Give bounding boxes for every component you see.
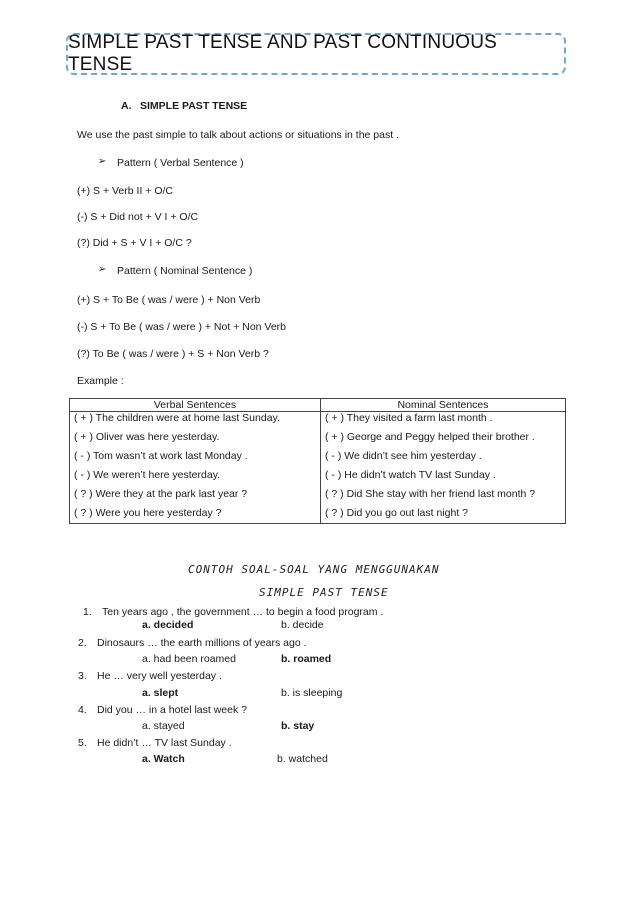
table-cell: ( + ) George and Peggy helped their brother . bbox=[321, 428, 566, 447]
arrow-bullet-icon: ➢ bbox=[98, 156, 107, 167]
table-cell: ( + ) They visited a farm last month . bbox=[321, 412, 566, 429]
section-letter: A. bbox=[121, 100, 132, 112]
table-cell: ( - ) We weren’t here yesterday. bbox=[70, 466, 321, 485]
nominal-pattern-label: Pattern ( Nominal Sentence ) bbox=[117, 265, 253, 277]
verbal-pattern-negative: (-) S + Did not + V I + O/C bbox=[77, 211, 199, 223]
option-a: a. stayed bbox=[142, 720, 185, 732]
option-b: b. decide bbox=[281, 619, 324, 631]
exercise-heading: CONTOH SOAL-SOAL YANG MENGGUNAKAN bbox=[188, 563, 440, 576]
question-text: Dinosaurs … the earth millions of years ago . bbox=[97, 637, 307, 649]
table-cell: ( - ) Tom wasn’t at work last Monday . bbox=[70, 447, 321, 466]
question-text: He … very well yesterday . bbox=[97, 670, 222, 682]
table-cell: ( ? ) Were you here yesterday ? bbox=[70, 504, 321, 524]
verbal-pattern-label: Pattern ( Verbal Sentence ) bbox=[117, 157, 244, 169]
table-row bbox=[70, 428, 566, 447]
section-heading: SIMPLE PAST TENSE bbox=[140, 100, 248, 112]
option-a: a. decided bbox=[142, 619, 194, 631]
table-row bbox=[70, 504, 566, 524]
table-cell: ( ? ) Did you go out last night ? bbox=[321, 504, 566, 524]
table-cell: ( - ) We didn’t see him yesterday . bbox=[321, 447, 566, 466]
question-text: He didn’t … TV last Sunday . bbox=[97, 737, 232, 749]
example-label: Example : bbox=[77, 375, 124, 387]
option-a: a. slept bbox=[142, 687, 179, 699]
question-text: Did you … in a hotel last week ? bbox=[97, 704, 247, 716]
nominal-pattern-positive: (+) S + To Be ( was / were ) + Non Verb bbox=[77, 294, 261, 306]
table-row bbox=[70, 412, 566, 429]
question-number: 5. bbox=[78, 737, 87, 749]
nominal-pattern-question: (?) To Be ( was / were ) + S + Non Verb ? bbox=[77, 348, 269, 360]
table-row bbox=[70, 485, 566, 504]
option-a: a. Watch bbox=[142, 753, 185, 765]
examples-table bbox=[69, 398, 566, 524]
table-header-nominal: Nominal Sentences bbox=[321, 399, 566, 412]
table-header-verbal: Verbal Sentences bbox=[70, 399, 321, 412]
table-row bbox=[70, 447, 566, 466]
page-title: SIMPLE PAST TENSE AND PAST CONTINUOUS TENSE bbox=[66, 33, 566, 75]
intro-text: We use the past simple to talk about actions or situations in the past . bbox=[77, 129, 399, 141]
option-b: b. stay bbox=[281, 720, 315, 732]
question-number: 4. bbox=[78, 704, 87, 716]
verbal-pattern-question: (?) Did + S + V I + O/C ? bbox=[77, 237, 192, 249]
table-cell: ( - ) He didn’t watch TV last Sunday . bbox=[321, 466, 566, 485]
table-cell: ( + ) Oliver was here yesterday. bbox=[70, 428, 321, 447]
option-b: b. roamed bbox=[281, 653, 332, 665]
table-cell: ( ? ) Did She stay with her friend last month ? bbox=[321, 485, 566, 504]
question-number: 2. bbox=[78, 637, 87, 649]
option-b: b. is sleeping bbox=[281, 687, 343, 699]
nominal-pattern-negative: (-) S + To Be ( was / were ) + Not + Non Verb bbox=[77, 321, 287, 333]
option-a: a. had been roamed bbox=[142, 653, 236, 665]
table-header-row bbox=[70, 399, 566, 412]
question-number: 1. bbox=[83, 606, 92, 618]
table-cell: ( ? ) Were they at the park last year ? bbox=[70, 485, 321, 504]
table-cell: ( + ) The children were at home last Sunday. bbox=[70, 412, 321, 429]
question-number: 3. bbox=[78, 670, 87, 682]
verbal-pattern-positive: (+) S + Verb II + O/C bbox=[77, 185, 173, 197]
exercise-subheading: SIMPLE PAST TENSE bbox=[259, 586, 389, 599]
option-b: b. watched bbox=[277, 753, 328, 765]
question-text: Ten years ago , the government … to begin a food program . bbox=[102, 606, 384, 618]
arrow-bullet-icon: ➢ bbox=[98, 264, 107, 275]
table-row bbox=[70, 466, 566, 485]
